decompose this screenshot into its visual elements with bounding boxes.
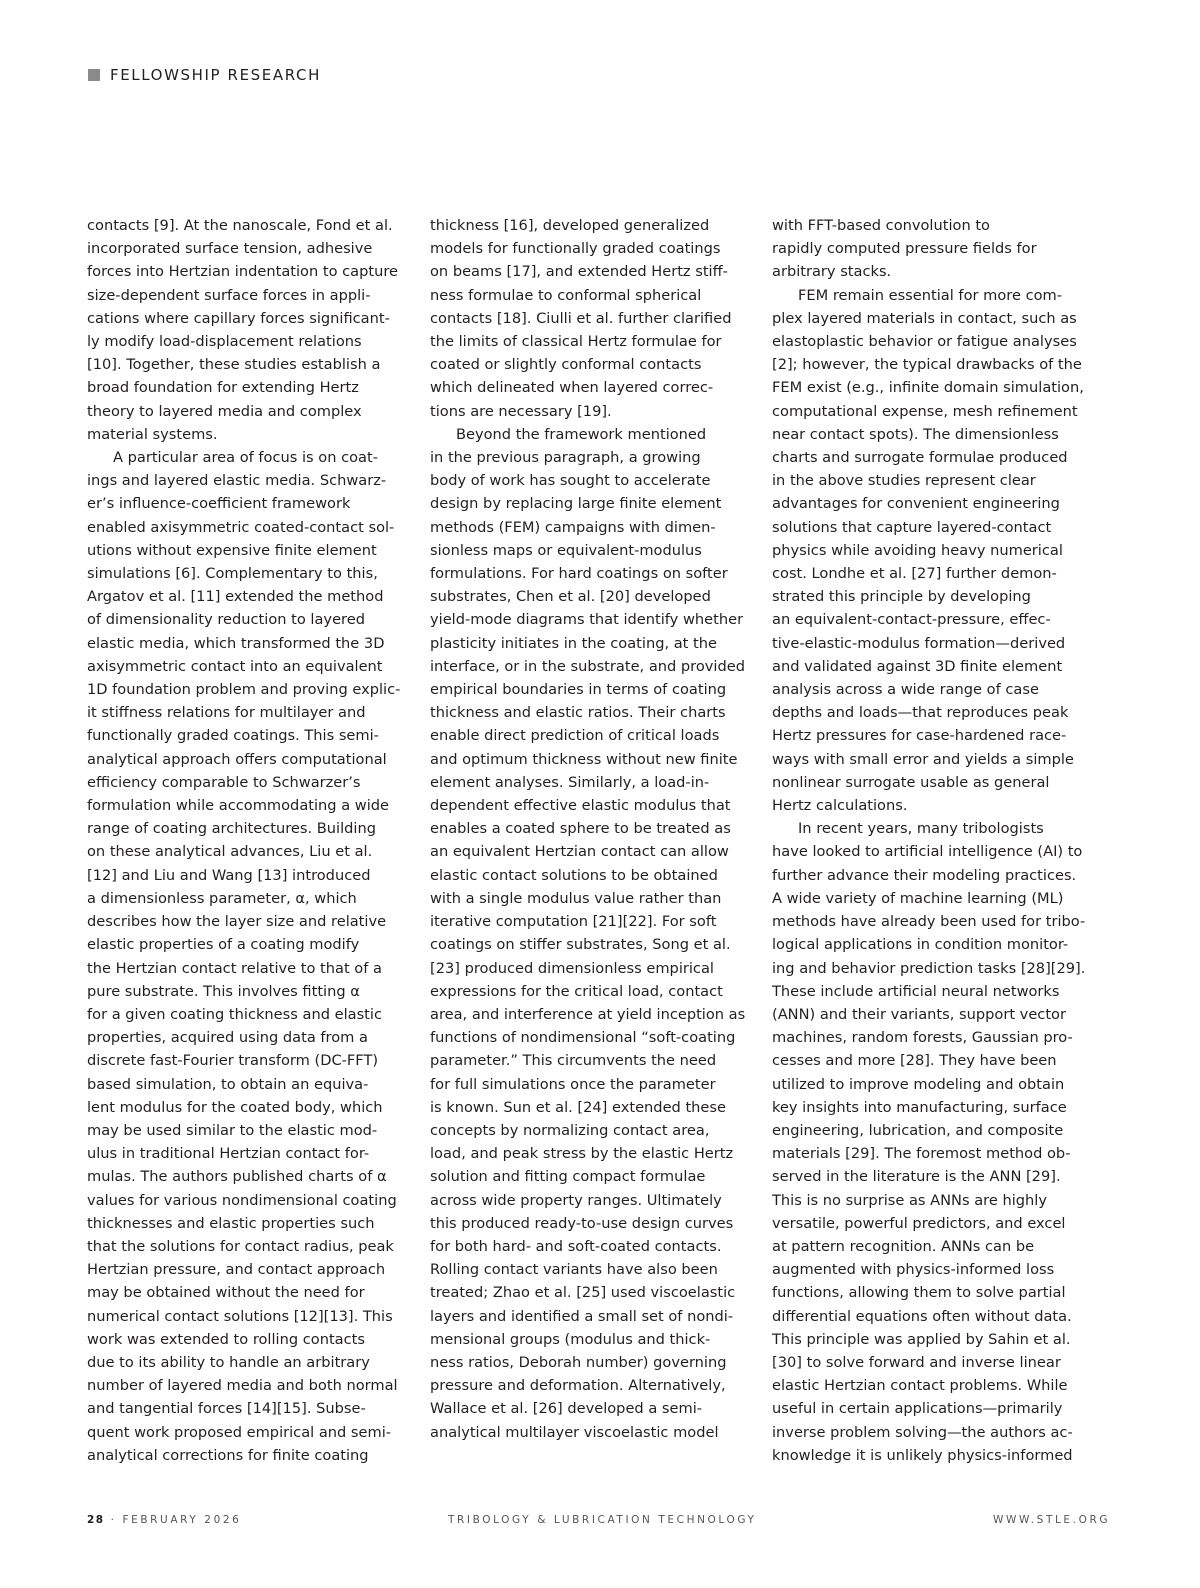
text-line: Hertz calculations. — [772, 797, 908, 815]
text-line: FEM remain essential for more com- — [798, 286, 1063, 304]
page-number: 28 — [87, 1514, 105, 1526]
website-link[interactable]: WWW.STLE.ORG — [993, 1514, 1111, 1526]
text-line: pure substrate. This involves fitting α — [87, 982, 360, 1000]
text-line: ulus in traditional Hertzian contact for- — [87, 1145, 370, 1163]
text-line: elastic Hertzian contact problems. While — [772, 1377, 1068, 1395]
text-column-2 — [430, 214, 746, 1444]
text-line: the limits of classical Hertz formulae for — [430, 333, 722, 351]
text-line: analytical approach offers computational — [87, 750, 387, 768]
publication-name: TRIBOLOGY & LUBRICATION TECHNOLOGY — [448, 1514, 757, 1526]
text-line: theory to layered media and complex — [87, 402, 362, 420]
text-line: This principle was applied by Sahin et al. — [772, 1330, 1071, 1348]
text-line: and tangential forces [14][15]. Subse- — [87, 1400, 366, 1418]
text-line: In recent years, many tribologists — [798, 820, 1044, 838]
text-line: thickness and elastic ratios. Their charts — [430, 704, 726, 722]
text-line: nonlinear surrogate usable as general — [772, 773, 1050, 791]
text-line: an equivalent Hertzian contact can allow — [430, 843, 729, 861]
text-line: describes how the layer size and relative — [87, 913, 387, 931]
text-line: differential equations often without data. — [772, 1307, 1072, 1325]
text-line: size-dependent surface forces in appli- — [87, 286, 371, 304]
text-line: plasticity initiates in the coating, at the — [430, 634, 717, 652]
text-line: yield-mode diagrams that identify whether — [430, 611, 744, 629]
text-line: FEM exist (e.g., infinite domain simulation, — [772, 379, 1084, 397]
text-line: utilized to improve modeling and obtain — [772, 1075, 1065, 1093]
text-line: design by replacing large finite element — [430, 495, 722, 513]
text-line: Rolling contact variants have also been — [430, 1261, 718, 1279]
text-line: at pattern recognition. ANNs can be — [772, 1237, 1035, 1255]
text-line: formulation while accommodating a wide — [87, 797, 390, 815]
footer-separator: · — [110, 1514, 117, 1526]
text-line: solutions that capture layered-contact — [772, 518, 1052, 536]
text-line: for both hard- and soft-coated contacts. — [430, 1237, 722, 1255]
text-line: rapidly computed pressure fields for — [772, 240, 1037, 258]
text-line: with a single modulus value rather than — [430, 889, 722, 907]
text-line: across wide property ranges. Ultimately — [430, 1191, 722, 1209]
text-line: arbitrary stacks. — [772, 263, 892, 281]
text-line: methods (FEM) campaigns with dimen- — [430, 518, 716, 536]
text-line: versatile, powerful predictors, and excel — [772, 1214, 1066, 1232]
text-line: thicknesses and elastic properties such — [87, 1214, 375, 1232]
text-line: [23] produced dimensionless empirical — [430, 959, 714, 977]
text-line: Hertz pressures for case-hardened race- — [772, 727, 1067, 745]
text-line: efficiency comparable to Schwarzer’s — [87, 773, 361, 791]
text-line: an equivalent-contact-pressure, effec- — [772, 611, 1051, 629]
text-line: this produced ready-to-use design curves — [430, 1214, 734, 1232]
text-line: advantages for convenient engineering — [772, 495, 1060, 513]
text-line: may be obtained without the need for — [87, 1284, 365, 1302]
text-line: layers and identified a small set of nondi- — [430, 1307, 734, 1325]
text-line: incorporated surface tension, adhesive — [87, 240, 373, 258]
text-line: plex layered materials in contact, such as — [772, 309, 1077, 327]
text-line: useful in certain applications—primarily — [772, 1400, 1063, 1418]
text-line: simulations [6]. Complementary to this, — [87, 565, 378, 583]
text-line: Hertzian pressure, and contact approach — [87, 1261, 386, 1279]
text-line: number of layered media and both normal — [87, 1377, 398, 1395]
text-line: is known. Sun et al. [24] extended these — [430, 1098, 726, 1116]
text-line: broad foundation for extending Hertz — [87, 379, 359, 397]
text-line: substrates, Chen et al. [20] developed — [430, 588, 711, 606]
section-header — [88, 66, 321, 84]
text-line: enable direct prediction of critical loads — [430, 727, 720, 745]
text-line: enabled axisymmetric coated-contact sol- — [87, 518, 395, 536]
text-line: knowledge it is unlikely physics-informed — [772, 1446, 1073, 1464]
text-line: due to its ability to handle an arbitrary — [87, 1353, 370, 1371]
text-line: it stiffness relations for multilayer and — [87, 704, 366, 722]
text-line: properties, acquired using data from a — [87, 1029, 368, 1047]
text-line: A wide variety of machine learning (ML) — [772, 889, 1064, 907]
issue-date: FEBRUARY 2026 — [122, 1514, 242, 1526]
text-line: load, and peak stress by the elastic Hertz — [430, 1145, 734, 1163]
text-line: mensional groups (modulus and thick- — [430, 1330, 711, 1348]
text-line: functionally graded coatings. This semi- — [87, 727, 379, 745]
text-line: that the solutions for contact radius, peak — [87, 1237, 394, 1255]
text-line: computational expense, mesh refinement — [772, 402, 1078, 420]
text-line: range of coating architectures. Building — [87, 820, 376, 838]
text-line: for full simulations once the parameter — [430, 1075, 716, 1093]
text-line: interface, or in the substrate, and provided — [430, 657, 745, 675]
text-line: quent work proposed empirical and semi- — [87, 1423, 392, 1441]
text-line: This is no surprise as ANNs are highly — [772, 1191, 1047, 1209]
text-line: logical applications in condition monitor- — [772, 936, 1069, 954]
text-line: element analyses. Similarly, a load-in- — [430, 773, 710, 791]
text-line: A particular area of focus is on coat- — [113, 449, 378, 467]
text-line: functions of nondimensional “soft-coating — [430, 1029, 736, 1047]
text-line: (ANN) and their variants, support vector — [772, 1005, 1066, 1023]
text-line: elastic media, which transformed the 3D — [87, 634, 385, 652]
text-line: enables a coated sphere to be treated as — [430, 820, 731, 838]
text-line: coated or slightly conformal contacts — [430, 356, 702, 374]
text-line: on beams [17], and extended Hertz stiff- — [430, 263, 728, 281]
text-line: for a given coating thickness and elastic — [87, 1005, 382, 1023]
text-line: pressure and deformation. Alternatively, — [430, 1377, 726, 1395]
text-line: engineering, lubrication, and composite — [772, 1121, 1064, 1139]
text-line: with FFT-based convolution to — [772, 217, 990, 234]
text-line: functions, allowing them to solve partial — [772, 1284, 1066, 1302]
section-marker-square — [88, 69, 100, 81]
text-line: further advance their modeling practices. — [772, 866, 1077, 884]
text-column-3 — [772, 214, 1084, 1467]
text-line: elastic contact solutions to be obtained — [430, 866, 718, 884]
text-line: tions are necessary [19]. — [430, 402, 612, 420]
text-line: These include artificial neural networks — [772, 982, 1060, 1000]
text-line: elastic properties of a coating modify — [87, 936, 360, 954]
text-line: values for various nondimensional coating — [87, 1191, 397, 1209]
text-line: [12] and Liu and Wang [13] introduced — [87, 866, 371, 884]
text-line: depths and loads—that reproduces peak — [772, 704, 1069, 722]
text-line: treated; Zhao et al. [25] used viscoelastic — [430, 1284, 736, 1302]
text-line: parameter.” This circumvents the need — [430, 1052, 717, 1070]
text-line: on these analytical advances, Liu et al. — [87, 843, 373, 861]
text-line: numerical contact solutions [12][13]. This — [87, 1307, 393, 1325]
text-line: mulas. The authors published charts of α — [87, 1168, 387, 1186]
text-line: of dimensionality reduction to layered — [87, 611, 365, 629]
text-line: tive-elastic-modulus formation—derived — [772, 634, 1066, 652]
text-line: expressions for the critical load, contact — [430, 982, 723, 1000]
text-line: augmented with physics-informed loss — [772, 1261, 1055, 1279]
text-line: cations where capillary forces significant- — [87, 309, 390, 327]
text-line: may be used similar to the elastic mod- — [87, 1121, 378, 1139]
text-line: the Hertzian contact relative to that of a — [87, 959, 382, 977]
text-line: dependent effective elastic modulus that — [430, 797, 731, 815]
text-line: analysis across a wide range of case — [772, 681, 1039, 699]
text-line: inverse problem solving—the authors ac- — [772, 1423, 1073, 1441]
text-line: physics while avoiding heavy numerical — [772, 541, 1063, 559]
text-line: ly modify load-displacement relations — [87, 333, 362, 351]
text-line: ings and layered elastic media. Schwarz- — [87, 472, 387, 490]
text-line: solution and fitting compact formulae — [430, 1168, 706, 1186]
text-line: [10]. Together, these studies establish a — [87, 356, 381, 374]
text-line: machines, random forests, Gaussian pro- — [772, 1029, 1073, 1047]
text-line: forces into Hertzian indentation to capture — [87, 263, 399, 281]
text-line: charts and surrogate formulae produced — [772, 449, 1068, 467]
text-line: have looked to artificial intelligence (AI) to — [772, 843, 1083, 861]
footer-left — [87, 1514, 241, 1526]
text-line: Argatov et al. [11] extended the method — [87, 588, 384, 606]
text-line: key insights into manufacturing, surface — [772, 1098, 1067, 1116]
text-line: which delineated when layered correc- — [430, 379, 714, 397]
text-line: formulations. For hard coatings on softer — [430, 565, 728, 583]
text-line: cost. Londhe et al. [27] further demon- — [772, 565, 1057, 583]
text-line: coatings on stiffer substrates, Song et al. — [430, 936, 731, 954]
text-line: ness ratios, Deborah number) governing — [430, 1353, 727, 1371]
text-line: lent modulus for the coated body, which — [87, 1098, 383, 1116]
text-line: strated this principle by developing — [772, 588, 1031, 606]
text-line: [2]; however, the typical drawbacks of the — [772, 356, 1082, 374]
text-line: cesses and more [28]. They have been — [772, 1052, 1057, 1070]
text-line: discrete fast-Fourier transform (DC-FFT) — [87, 1052, 379, 1070]
text-line: materials [29]. The foremost method ob- — [772, 1145, 1071, 1163]
text-line: ness formulae to conformal spherical — [430, 286, 702, 304]
text-line: area, and interference at yield inception as — [430, 1005, 746, 1023]
text-column-1 — [87, 214, 399, 1467]
text-line: methods have already been used for tribo- — [772, 913, 1086, 931]
text-line: sionless maps or equivalent-modulus — [430, 541, 702, 559]
text-line: iterative computation [21][22]. For soft — [430, 913, 717, 931]
text-line: and validated against 3D finite element — [772, 657, 1063, 675]
text-line: Wallace et al. [26] developed a semi- — [430, 1400, 703, 1418]
text-line: contacts [9]. At the nanoscale, Fond et al. — [87, 217, 393, 234]
text-line: in the above studies represent clear — [772, 472, 1036, 490]
text-line: thickness [16], developed generalized — [430, 217, 710, 234]
text-line: a dimensionless parameter, α, which — [87, 889, 357, 907]
text-line: material systems. — [87, 425, 218, 443]
text-line: served in the literature is the ANN [29]. — [772, 1168, 1061, 1186]
text-line: analytical multilayer viscoelastic model — [430, 1423, 719, 1441]
text-line: ways with small error and yields a simple — [772, 750, 1074, 768]
text-line: analytical corrections for finite coating — [87, 1446, 369, 1464]
text-line: empirical boundaries in terms of coating — [430, 681, 727, 699]
text-line: based simulation, to obtain an equiva- — [87, 1075, 369, 1093]
text-line: axisymmetric contact into an equivalent — [87, 657, 383, 675]
text-line: body of work has sought to accelerate — [430, 472, 711, 490]
text-line: work was extended to rolling contacts — [87, 1330, 365, 1348]
text-line: utions without expensive finite element — [87, 541, 377, 559]
text-line: er’s influence-coefficient framework — [87, 495, 351, 513]
text-line: models for functionally graded coatings — [430, 240, 721, 258]
text-line: near contact spots). The dimensionless — [772, 425, 1059, 443]
text-line: Beyond the framework mentioned — [456, 425, 707, 443]
section-title: FELLOWSHIP RESEARCH — [110, 66, 321, 84]
text-line: elastoplastic behavior or fatigue analyses — [772, 333, 1077, 351]
text-line: [30] to solve forward and inverse linear — [772, 1353, 1061, 1371]
text-line: contacts [18]. Ciulli et al. further clarified — [430, 309, 732, 327]
text-line: 1D foundation problem and proving explic- — [87, 681, 401, 699]
text-line: ing and behavior prediction tasks [28][29]. — [772, 959, 1086, 977]
text-line: and optimum thickness without new finite — [430, 750, 738, 768]
text-line: in the previous paragraph, a growing — [430, 449, 701, 467]
text-line: concepts by normalizing contact area, — [430, 1121, 710, 1139]
